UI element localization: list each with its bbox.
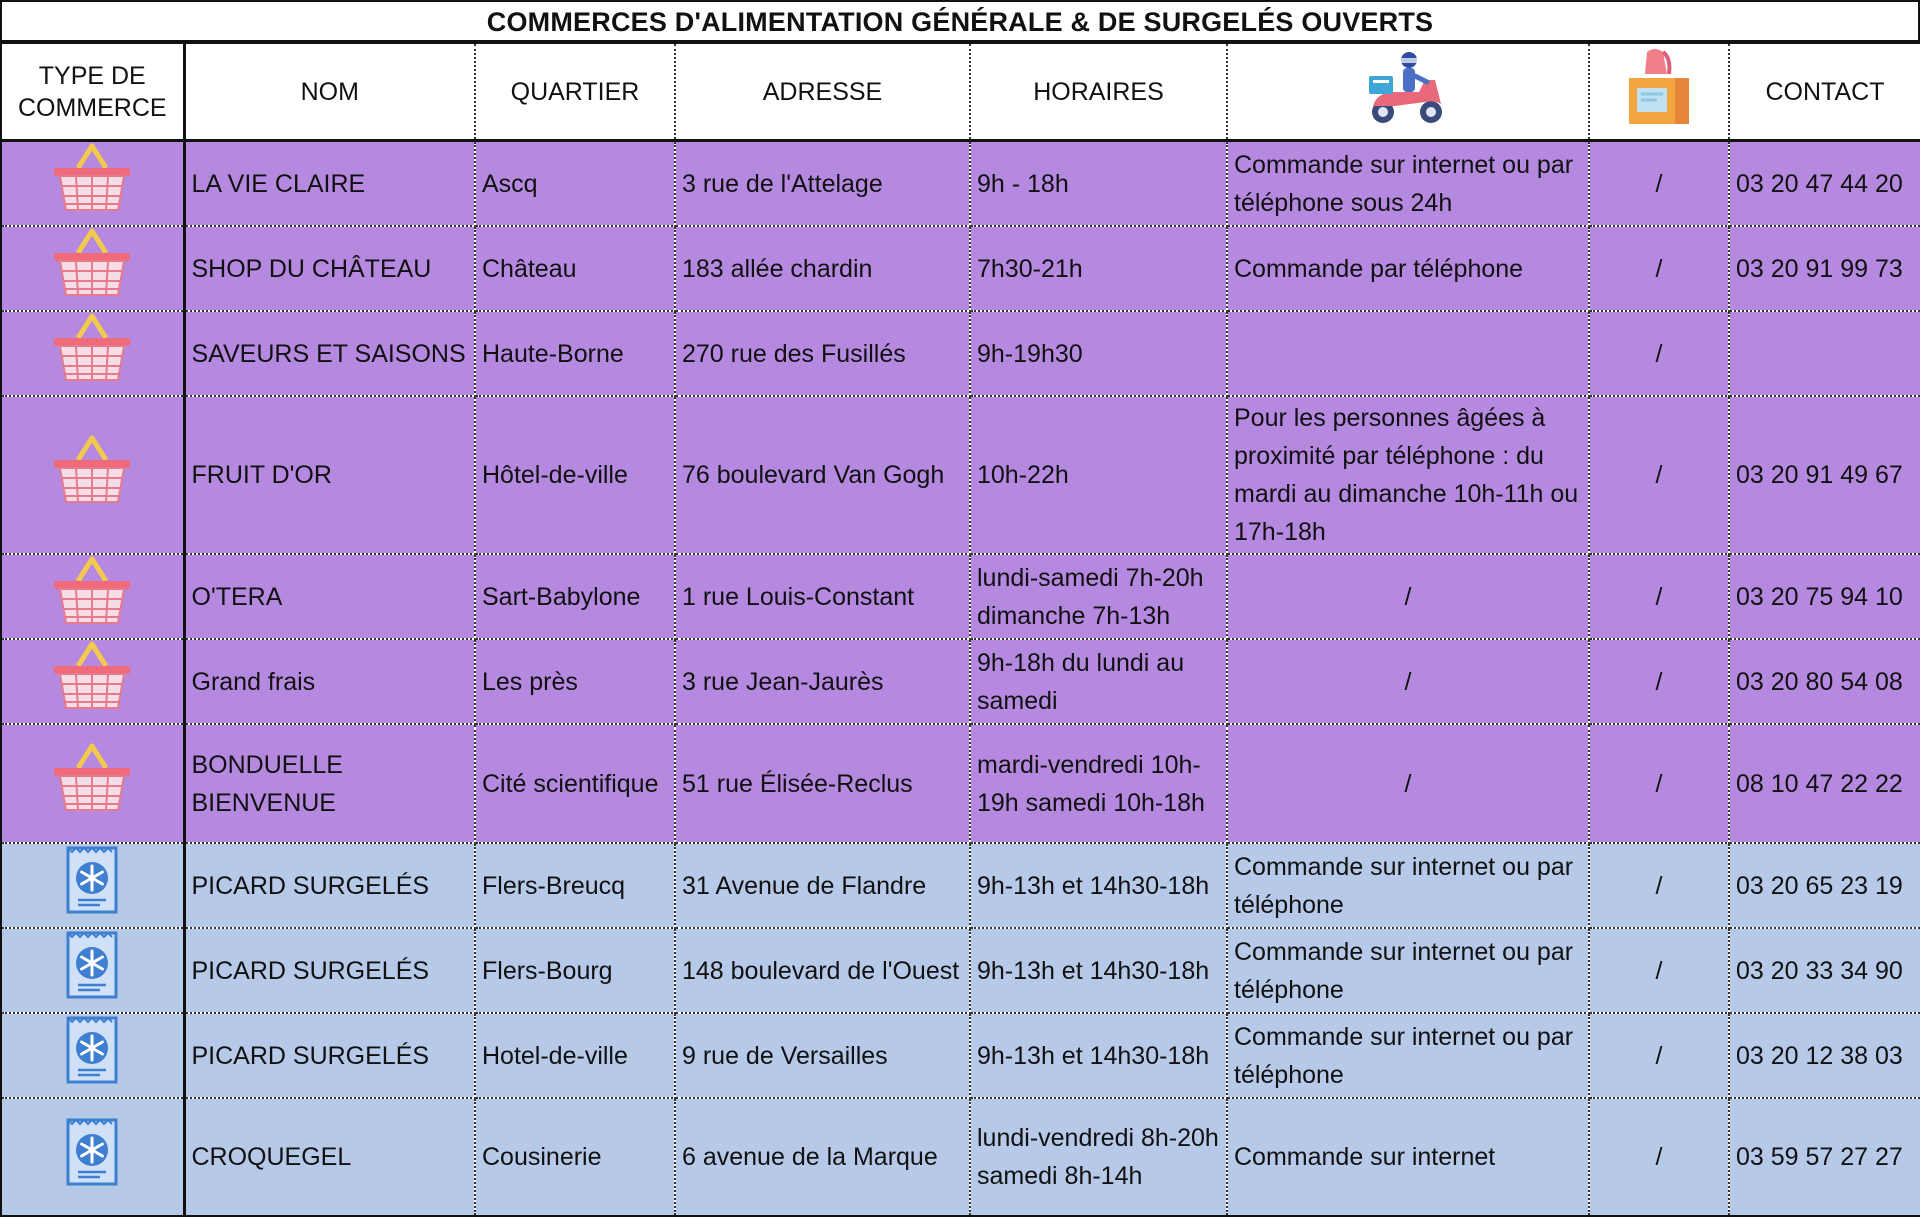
frozen-bag-icon [62,1014,122,1097]
horaires-cell: 9h - 18h [970,141,1227,227]
shops-table [0,42,1920,1217]
adresse-cell: 31 Avenue de Flandre [675,843,970,928]
nom-cell: SAVEURS ET SAISONS [184,311,475,396]
type-cell [1,226,184,311]
livraison-cell: Commande sur internet ou par téléphone [1227,928,1589,1013]
horaires-cell: 10h-22h [970,396,1227,554]
livraison-cell: Commande sur internet ou par téléphone [1227,1013,1589,1098]
livraison-cell: Commande sur internet [1227,1098,1589,1216]
livraison-cell: Commande sur internet ou par téléphone sous 24h [1227,141,1589,227]
horaires-cell: mardi-vendredi 10h-19h samedi 10h-18h [970,724,1227,843]
quartier-cell: Hotel-de-ville [475,1013,675,1098]
basket-icon [50,555,134,638]
adresse-cell: 6 avenue de la Marque [675,1098,970,1216]
horaires-cell: lundi-samedi 7h-20h dimanche 7h-13h [970,554,1227,639]
table-row [1,141,1920,227]
header-contact: CONTACT [1729,43,1920,141]
quartier-cell: Cousinerie [475,1098,675,1216]
contact-cell: 03 20 91 49 67 [1729,396,1920,554]
type-cell [1,1013,184,1098]
basket-icon [50,640,134,723]
horaires-cell: 9h-18h du lundi au samedi [970,639,1227,724]
horaires-cell: 7h30-21h [970,226,1227,311]
frozen-bag-icon [62,929,122,1012]
horaires-cell: 9h-13h et 14h30-18h [970,928,1227,1013]
frozen-bag-icon [62,844,122,927]
header-retrait [1589,43,1729,141]
contact-cell: 08 10 47 22 22 [1729,724,1920,843]
quartier-cell: Sart-Babylone [475,554,675,639]
table-row [1,554,1920,639]
retrait-cell: / [1589,1098,1729,1216]
adresse-cell: 3 rue Jean-Jaurès [675,639,970,724]
contact-cell: 03 20 80 54 08 [1729,639,1920,724]
table-row [1,226,1920,311]
retrait-cell: / [1589,639,1729,724]
horaires-cell: 9h-13h et 14h30-18h [970,1013,1227,1098]
adresse-cell: 270 rue des Fusillés [675,311,970,396]
contact-cell: 03 20 12 38 03 [1729,1013,1920,1098]
quartier-cell: Hôtel-de-ville [475,396,675,554]
quartier-cell: Flers-Breucq [475,843,675,928]
delivery-scooter-icon [1365,46,1451,137]
horaires-cell: lundi-vendredi 8h-20h samedi 8h-14h [970,1098,1227,1216]
type-cell [1,843,184,928]
adresse-cell: 76 boulevard Van Gogh [675,396,970,554]
contact-cell: 03 20 47 44 20 [1729,141,1920,227]
table-row [1,1013,1920,1098]
nom-cell: CROQUEGEL [184,1098,475,1216]
table-row [1,311,1920,396]
livraison-cell: Commande par téléphone [1227,226,1589,311]
contact-cell: 03 20 33 34 90 [1729,928,1920,1013]
retrait-cell: / [1589,724,1729,843]
basket-icon [50,227,134,310]
header-quartier: QUARTIER [475,43,675,141]
shops-table-body [1,141,1920,1217]
livraison-cell: / [1227,639,1589,724]
retrait-cell: / [1589,843,1729,928]
adresse-cell: 3 rue de l'Attelage [675,141,970,227]
adresse-cell: 1 rue Louis-Constant [675,554,970,639]
contact-cell: 03 20 75 94 10 [1729,554,1920,639]
table-row [1,928,1920,1013]
quartier-cell: Les près [475,639,675,724]
nom-cell: BONDUELLE BIENVENUE [184,724,475,843]
livraison-cell: / [1227,554,1589,639]
retrait-cell: / [1589,141,1729,227]
retrait-cell: / [1589,311,1729,396]
adresse-cell: 148 boulevard de l'Ouest [675,928,970,1013]
header-horaires: HORAIRES [970,43,1227,141]
nom-cell: O'TERA [184,554,475,639]
type-cell [1,554,184,639]
type-cell [1,396,184,554]
type-cell [1,311,184,396]
basket-icon [50,434,134,517]
quartier-cell: Château [475,226,675,311]
type-cell [1,724,184,843]
page-title: COMMERCES D'ALIMENTATION GÉNÉRALE & DE SURGELÉS OUVERTS [0,0,1920,42]
retrait-cell: / [1589,554,1729,639]
retrait-cell: / [1589,226,1729,311]
horaires-cell: 9h-19h30 [970,311,1227,396]
livraison-cell: Pour les personnes âgées à proximité par téléphone : du mardi au dimanche 10h-11h ou 17h-18h [1227,396,1589,554]
quartier-cell: Flers-Bourg [475,928,675,1013]
livraison-cell [1227,311,1589,396]
contact-cell [1729,311,1920,396]
table-row [1,1098,1920,1216]
table-row [1,639,1920,724]
nom-cell: Grand frais [184,639,475,724]
header-type: TYPE DE COMMERCE [1,43,184,141]
takeaway-bag-icon [1621,44,1697,139]
adresse-cell: 51 rue Élisée-Reclus [675,724,970,843]
retrait-cell: / [1589,928,1729,1013]
horaires-cell: 9h-13h et 14h30-18h [970,843,1227,928]
quartier-cell: Ascq [475,141,675,227]
header-adresse: ADRESSE [675,43,970,141]
basket-icon [50,742,134,825]
retrait-cell: / [1589,396,1729,554]
nom-cell: FRUIT D'OR [184,396,475,554]
nom-cell: PICARD SURGELÉS [184,843,475,928]
livraison-cell: / [1227,724,1589,843]
adresse-cell: 183 allée chardin [675,226,970,311]
type-cell [1,141,184,227]
quartier-cell: Haute-Borne [475,311,675,396]
type-cell [1,639,184,724]
header-row [1,43,1920,141]
basket-icon [50,142,134,225]
table-row [1,843,1920,928]
nom-cell: PICARD SURGELÉS [184,928,475,1013]
contact-cell: 03 20 65 23 19 [1729,843,1920,928]
contact-cell: 03 20 91 99 73 [1729,226,1920,311]
table-row [1,396,1920,554]
nom-cell: PICARD SURGELÉS [184,1013,475,1098]
header-nom: NOM [184,43,475,141]
header-livraison [1227,43,1589,141]
nom-cell: LA VIE CLAIRE [184,141,475,227]
livraison-cell: Commande sur internet ou par téléphone [1227,843,1589,928]
nom-cell: SHOP DU CHÂTEAU [184,226,475,311]
adresse-cell: 9 rue de Versailles [675,1013,970,1098]
frozen-bag-icon [62,1116,122,1199]
basket-icon [50,312,134,395]
contact-cell: 03 59 57 27 27 [1729,1098,1920,1216]
type-cell [1,928,184,1013]
table-row [1,724,1920,843]
type-cell [1,1098,184,1216]
retrait-cell: / [1589,1013,1729,1098]
quartier-cell: Cité scientifique [475,724,675,843]
